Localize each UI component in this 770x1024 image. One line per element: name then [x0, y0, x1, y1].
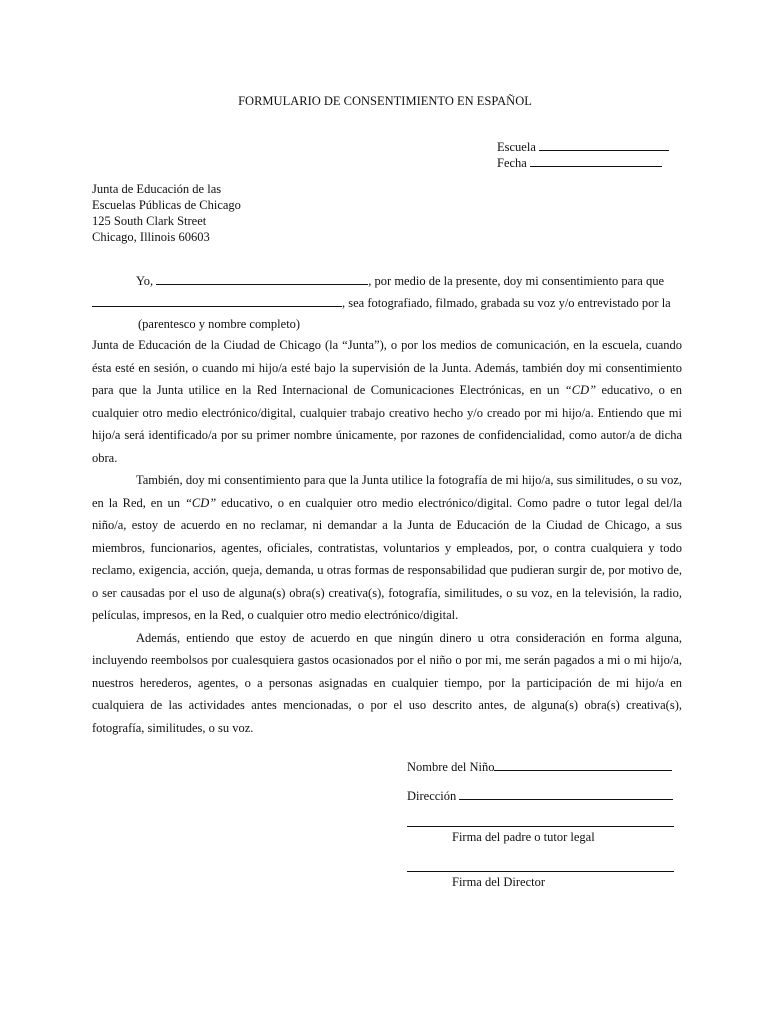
paragraph-2-text-b: educativo, o en cualquier otro medio electrónico/digital. Como padre o tutor legal del/la niño/a, estoy de acuerdo en no reclamar, ni demandar a la Junta de Educación de la Ciudad de Chicago, a sus miembros, funcionarios, agentes, oficiales, contratistas, voluntarios y empleados, por, o contra cualquiera y todo reclamo, exigencia, acción, queja, demanda, u otras formas de responsabilidad que pudieran surgir de, por motivo de, o ser causadas por el uso de alguna(s) obra(s) creativa(s), fotografía, similitudes, o su voz, en la televisión, la radio, películas, impresos, en la Red, o cualquier otro medio electrónico/digital.: [92, 495, 682, 622]
school-input-line[interactable]: [539, 139, 669, 151]
paragraph-1-text-a: Junta de Educación de la Ciudad de Chicago (la “Junta”), o por los medios de comunicación, en la escuela, cuando ésta esté en sesión, o cuando mi hijo/a esté bajo la supervisión de la Junta. Además, también doy mi consentimiento para que la Junta utilice en la Red Internacional de Comunicaciones Electrónicas, en un: [92, 338, 682, 397]
date-input-line[interactable]: [530, 155, 662, 167]
address-line-2: Escuelas Públicas de Chicago: [92, 198, 241, 212]
paragraph-3: Además, entiendo que estoy de acuerdo en que ningún dinero u otra consideración en forma alguna, incluyendo reembolsos por cualesquiera gastos ocasionados por el niño o por mi, me serán pagados a mi o mi hijo/a, nuestros herederos, agentes, o a personas asignadas en cualquier tiempo, por la participación de mi hijo/a en cualquiera de las actividades antes mencionadas, o por el uso descrito antes, de alguna(s) obra(s) creativa(s), fotografía, similitudes, o su voz.: [92, 630, 682, 735]
cd-term: “CD”: [564, 383, 597, 397]
paragraph-1: [92, 334, 682, 469]
child-name-label: Nombre del Niño: [407, 760, 495, 774]
address-line-4: Chicago, Illinois 60603: [92, 230, 210, 244]
address-input-line[interactable]: [459, 786, 673, 800]
yo-label: Yo,: [136, 274, 154, 288]
paragraph-1-text-b: educativo, o en cualquier otro medio electrónico/digital, cualquier trabajo creativo hecho y/o creado por mi hijo/a. Entiendo que mi hijo/a será identificado/a por su primer nombre únicamente, por razones de confidencialidad, como autor/a de dicha obra.: [92, 383, 682, 465]
child-name-input-line[interactable]: [494, 757, 672, 771]
date-field: [497, 155, 662, 171]
consent-purpose-text: , sea fotografiado, filmado, grabada su voz y/o entrevistado por la: [342, 296, 671, 310]
school-field: [497, 139, 669, 155]
recipient-address: [92, 181, 241, 245]
cd-term: “CD”: [184, 495, 217, 510]
address-line-3: 125 South Clark Street: [92, 214, 207, 228]
director-signature-label: Firma del Director: [452, 875, 546, 889]
parent-signature-line[interactable]: [407, 826, 674, 827]
parent-signature-label: Firma del padre o tutor legal: [452, 830, 595, 844]
parent-name-line[interactable]: [156, 271, 368, 285]
form-title: FORMULARIO DE CONSENTIMIENTO EN ESPAÑOL: [238, 94, 532, 108]
child-name-line[interactable]: [92, 293, 342, 307]
date-label: Fecha: [497, 156, 527, 170]
address-line-1: Junta de Educación de las: [92, 182, 222, 196]
consent-intro-text: , por medio de la presente, doy mi consentimiento para que: [368, 274, 665, 288]
address-label: Dirección: [407, 789, 457, 803]
director-signature-line[interactable]: [407, 871, 674, 872]
child-name-field: [407, 757, 672, 775]
consent-body: [92, 334, 682, 739]
consent-second-line: [92, 293, 671, 311]
school-label: Escuela: [497, 140, 536, 154]
relation-caption: (parentesco y nombre completo): [138, 317, 301, 331]
address-field: [407, 786, 673, 804]
consent-first-line: [136, 271, 664, 289]
paragraph-2-text-a: También, doy mi consentimiento para que la Junta utilice la fotografía de mi hijo/a, sus similitudes, o su voz, en la Red, en un: [92, 473, 682, 510]
paragraph-2: [92, 469, 682, 627]
